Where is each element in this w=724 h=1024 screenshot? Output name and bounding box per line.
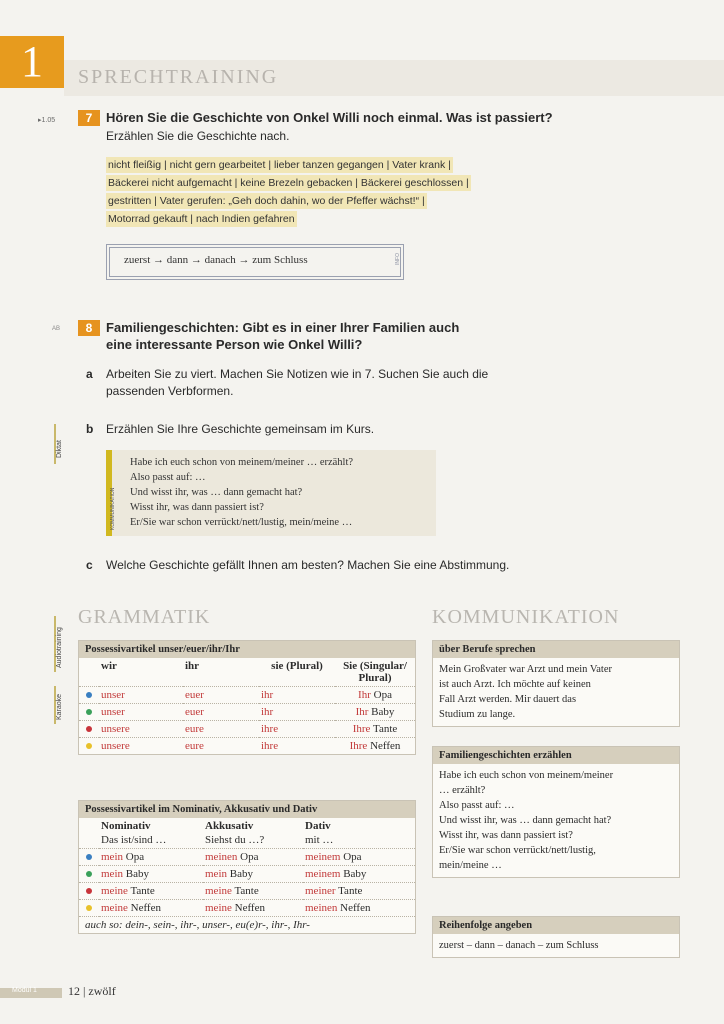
side-tab-karaoke[interactable]: Karaoke	[56, 693, 63, 720]
komm-line: Habe ich euch schon von meinem/meiner … erzählt?	[130, 457, 354, 468]
table-row	[79, 866, 415, 883]
table-cell	[99, 883, 203, 900]
table-cell	[99, 866, 203, 883]
possessive-word: meine	[205, 885, 232, 897]
col-header: Nominativ	[101, 820, 151, 832]
possessive-word: mein	[101, 851, 123, 863]
table-cell	[303, 883, 415, 900]
komm-box-familiengeschichten	[432, 746, 680, 878]
possessive-table-2	[78, 800, 416, 934]
possessive-word: meine	[101, 902, 128, 914]
section-title: SPRECHTRAINING	[78, 66, 279, 88]
color-dot	[86, 709, 92, 715]
possessive-table-1	[78, 640, 416, 755]
noun-word: Neffen	[340, 902, 371, 914]
noun-word: Opa	[373, 689, 392, 701]
side-tab-audiotraining[interactable]: Audiotraining	[56, 627, 63, 668]
table-cell: unser	[99, 704, 183, 721]
komm-line: Wisst ihr, was dann passiert ist?	[130, 502, 264, 513]
exercise-7-subtitle: Erzählen Sie die Geschichte nach.	[106, 129, 290, 143]
exercise-8-title-line2: eine interessante Person wie Onkel Willi?	[106, 337, 363, 352]
komm-line: Mein Großvater war Arzt und mein Vater	[439, 664, 613, 675]
color-dot	[86, 871, 92, 877]
part-a-letter: a	[86, 367, 93, 381]
komm-line: Also passt auf: …	[130, 472, 206, 483]
table-cell	[335, 687, 415, 704]
table-row	[79, 687, 415, 704]
komm-box-body: zuerst – dann – danach – zum Schluss	[433, 934, 679, 957]
noun-word: Opa	[125, 851, 145, 863]
noun-word: Baby	[125, 868, 149, 880]
table-cell	[335, 738, 415, 755]
table-cell: unser	[99, 687, 183, 704]
possessive-word: mein	[205, 868, 227, 880]
part-c-letter: c	[86, 558, 93, 572]
table-row	[79, 849, 415, 866]
noun-word: Opa	[343, 851, 362, 863]
possessive-word: Ihr	[355, 706, 369, 718]
table-footnote: auch so: dein-, sein-, ihr-, unser-, eu(e)r-, ihr-, Ihr-	[79, 917, 415, 934]
table-cell: eure	[183, 721, 259, 738]
info-tag: INFO	[394, 253, 401, 265]
kommunikation-heading: KOMMUNIKATION	[432, 606, 620, 628]
komm-box-title: über Berufe sprechen	[433, 641, 679, 658]
possessive-word: Ihre	[349, 740, 368, 752]
grammatik-heading: GRAMMATIK	[78, 606, 211, 628]
komm-line: ist auch Arzt. Ich möchte auf keinen	[439, 679, 591, 690]
table-cell	[99, 849, 203, 866]
col-subheader: Siehst du …?	[205, 834, 265, 846]
noun-word: Neffen	[370, 740, 401, 752]
noun-word: Baby	[229, 868, 253, 880]
noun-word: Baby	[371, 706, 395, 718]
komm-line: Er/Sie war schon verrückt/nett/lustig, mein/meine …	[130, 517, 353, 528]
col-header: Dativ	[305, 820, 331, 832]
table-cell	[303, 900, 415, 917]
possessive-word: meinem	[305, 868, 341, 880]
noun-word: Tante	[373, 723, 398, 735]
possessive-word: Ihr	[358, 689, 371, 701]
cue-line: nicht fleißig | nicht gern gearbeitet | lieber tanzen gegangen | Vater krank |	[108, 159, 451, 171]
col-header: Sie (Singular/ Plural)	[343, 660, 407, 684]
col-subheader: mit …	[305, 834, 334, 846]
table-cell: eure	[183, 738, 259, 755]
table-row	[79, 704, 415, 721]
cue-line: Bäckerei nicht aufgemacht | keine Brezeln gebacken | Bäckerei geschlossen |	[108, 177, 469, 189]
col-header: ihr	[185, 660, 200, 672]
komm-line: mein/meine …	[439, 860, 502, 871]
part-a-line2: passenden Verbformen.	[106, 384, 234, 398]
table-cell	[335, 721, 415, 738]
audio-track-label[interactable]: ▸1.05	[38, 117, 56, 124]
page-number: 12 | zwölf	[68, 984, 116, 998]
table-cell	[303, 866, 415, 883]
komm-line: Studium zu lange.	[439, 709, 516, 720]
exercise-8-title-line1: Familiengeschichten: Gibt es in einer Ihrer Familien auch	[106, 320, 460, 335]
color-dot	[86, 692, 92, 698]
table-cell: unsere	[99, 738, 183, 755]
table-cell	[203, 900, 303, 917]
noun-word: Opa	[240, 851, 259, 863]
table-cell	[203, 866, 303, 883]
cue-line: Motorrad gekauft | nach Indien gefahren	[108, 213, 295, 225]
table-cell	[303, 849, 415, 866]
noun-word: Neffen	[234, 902, 265, 914]
kommunikation-tag: KOMMUNIKATION	[110, 487, 116, 530]
side-tab-diktat[interactable]: Diktat	[56, 440, 63, 458]
table-cell	[203, 883, 303, 900]
part-a-line1: Arbeiten Sie zu viert. Machen Sie Notizen wie in 7. Suchen Sie auch die	[106, 367, 489, 381]
komm-box-body	[433, 764, 679, 877]
table-cell: euer	[183, 687, 259, 704]
exercise-7-title: Hören Sie die Geschichte von Onkel Willi noch einmal. Was ist passiert?	[106, 110, 553, 125]
possessive-word: meine	[101, 885, 128, 897]
table-cell: ihre	[259, 721, 335, 738]
komm-line: Fall Arzt werden. Mir dauert das	[439, 694, 577, 705]
part-c-text: Welche Geschichte gefällt Ihnen am besten? Machen Sie eine Abstimmung.	[106, 558, 510, 572]
table-row	[79, 883, 415, 900]
part-b-letter: b	[86, 422, 94, 436]
komm-line: Also passt auf: …	[439, 800, 515, 811]
col-subheader: Das ist/sind …	[101, 834, 167, 846]
noun-word: Tante	[130, 885, 155, 897]
cue-line: gestritten | Vater gerufen: „Geh doch dahin, wo der Pfeffer wächst!“ |	[108, 195, 425, 207]
komm-line: Wisst ihr, was dann passiert ist?	[439, 830, 573, 841]
possessive-word: meine	[205, 902, 232, 914]
table-cell: unsere	[99, 721, 183, 738]
part-b-text: Erzählen Sie Ihre Geschichte gemeinsam im Kurs.	[106, 422, 375, 436]
table-cell: euer	[183, 704, 259, 721]
sequence-text: zuerst → dann → danach → zum Schluss	[124, 254, 308, 266]
exercise-number-7: 7	[78, 110, 100, 126]
color-dot	[86, 854, 92, 860]
komm-box-berufe	[432, 640, 680, 727]
col-header: Akkusativ	[205, 820, 254, 832]
noun-word: Tante	[338, 885, 363, 897]
color-dot	[86, 905, 92, 911]
possessive-word: meinen	[305, 902, 338, 914]
table-cell	[335, 704, 415, 721]
komm-box-title: Reihenfolge angeben	[433, 917, 679, 934]
table-cell	[203, 849, 303, 866]
komm-line: Er/Sie war schon verrückt/nett/lustig,	[439, 845, 596, 856]
table-2-title: Possessivartikel im Nominativ, Akkusativ und Dativ	[79, 801, 415, 818]
exercise-number-8: 8	[78, 320, 100, 336]
col-header: wir	[101, 660, 117, 672]
module-tab-label: Modul 1	[12, 987, 37, 994]
chapter-number: 1	[0, 36, 64, 88]
noun-word: Tante	[234, 885, 259, 897]
komm-box-body	[433, 658, 679, 726]
noun-word: Baby	[343, 868, 367, 880]
possessive-word: meiner	[305, 885, 336, 897]
table-row	[79, 738, 415, 755]
table-row	[79, 721, 415, 738]
noun-word: Neffen	[130, 902, 161, 914]
table-cell: ihre	[259, 738, 335, 755]
table-1-title: Possessivartikel unser/euer/ihr/Ihr	[79, 641, 415, 658]
komm-line: Und wisst ihr, was … dann gemacht hat?	[439, 815, 612, 826]
komm-box-title: Familiengeschichten erzählen	[433, 747, 679, 764]
komm-line: … erzählt?	[439, 785, 486, 796]
possessive-word: mein	[101, 868, 123, 880]
possessive-word: meinem	[305, 851, 341, 863]
table-cell	[99, 900, 203, 917]
col-header: sie (Plural)	[271, 660, 323, 672]
komm-box-reihenfolge	[432, 916, 680, 958]
table-cell: ihr	[259, 704, 335, 721]
table-cell: ihr	[259, 687, 335, 704]
possessive-word: meinen	[205, 851, 238, 863]
color-dot	[86, 726, 92, 732]
komm-line: Habe ich euch schon von meinem/meiner	[439, 770, 614, 781]
possessive-word: Ihre	[352, 723, 371, 735]
komm-line: Und wisst ihr, was … dann gemacht hat?	[130, 487, 303, 498]
color-dot	[86, 743, 92, 749]
ab-reference: AB	[52, 326, 61, 332]
color-dot	[86, 888, 92, 894]
table-row	[79, 900, 415, 917]
